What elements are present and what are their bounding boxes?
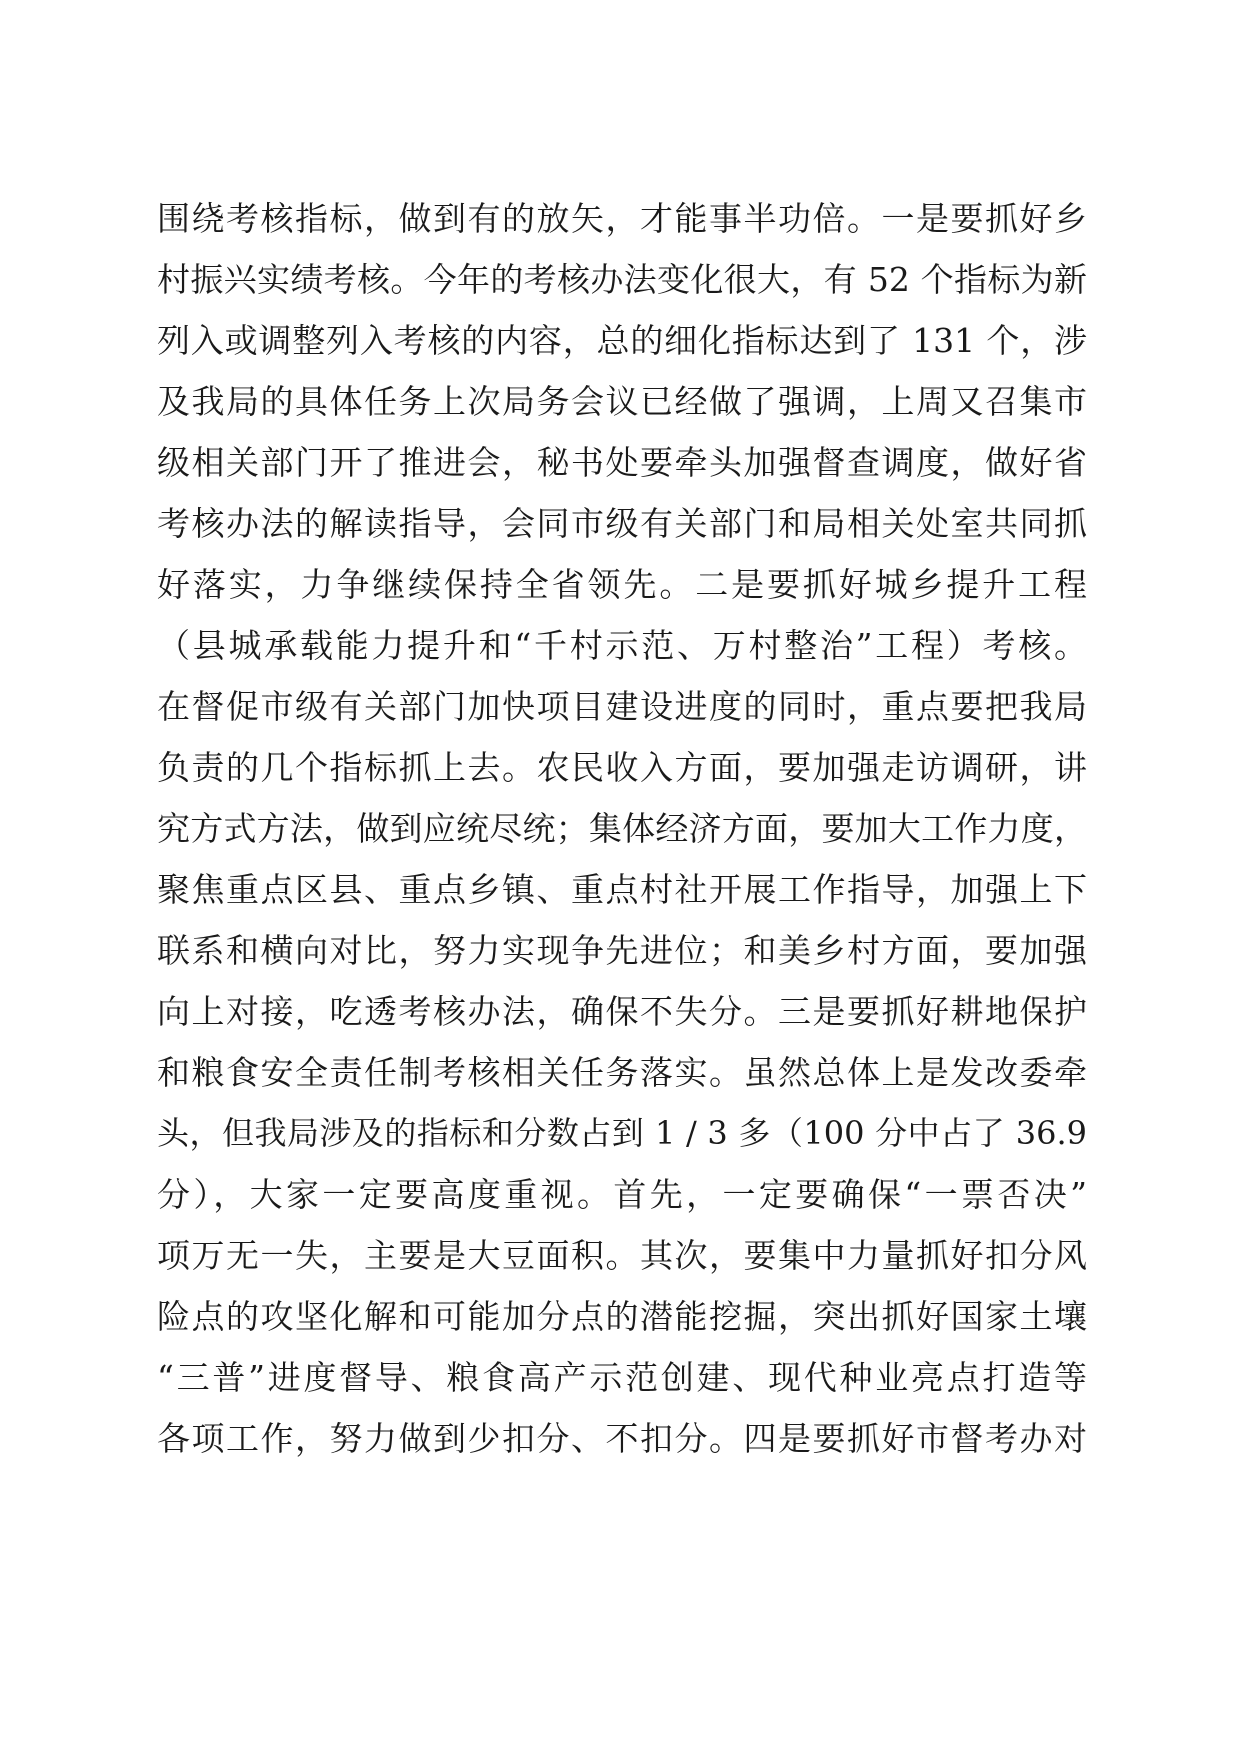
text-line-1: 围绕考核指标，做到有的放矢，才能事半功倍。一是要抓好乡 bbox=[157, 199, 1087, 238]
text-line-8: （县城承载能力提升和“千村示范、万村整治”工程）考核。 bbox=[157, 626, 1087, 665]
text-line-17: 分），大家一定要高度重视。首先，一定要确保“一票否决” bbox=[157, 1175, 1087, 1214]
text-line-4: 及我局的具体任务上次局务会议已经做了强调，上周又召集市 bbox=[157, 382, 1087, 421]
text-line-2: 村振兴实绩考核。今年的考核办法变化很大，有 52 个指标为新 bbox=[157, 260, 1087, 299]
text-line-9: 在督促市级有关部门加快项目建设进度的同时，重点要把我局 bbox=[157, 687, 1087, 726]
body-paragraph bbox=[157, 188, 1087, 1469]
text-line-11: 究方式方法，做到应统尽统；集体经济方面，要加大工作力度， bbox=[157, 809, 1087, 848]
text-line-13: 联系和横向对比，努力实现争先进位；和美乡村方面，要加强 bbox=[157, 931, 1087, 970]
text-line-15: 和粮食安全责任制考核相关任务落实。虽然总体上是发改委牵 bbox=[157, 1053, 1087, 1092]
text-line-18: 项万无一失，主要是大豆面积。其次，要集中力量抓好扣分风 bbox=[157, 1236, 1087, 1275]
text-line-10: 负责的几个指标抓上去。农民收入方面，要加强走访调研，讲 bbox=[157, 748, 1087, 787]
text-line-3: 列入或调整列入考核的内容，总的细化指标达到了 131 个，涉 bbox=[157, 321, 1087, 360]
text-line-6: 考核办法的解读指导，会同市级有关部门和局相关处室共同抓 bbox=[157, 504, 1087, 543]
text-line-5: 级相关部门开了推进会，秘书处要牵头加强督查调度，做好省 bbox=[157, 443, 1087, 482]
text-line-16: 头，但我局涉及的指标和分数占到 1 / 3 多（100 分中占了 36.9 bbox=[157, 1114, 1087, 1152]
text-line-20: “三普”进度督导、粮食高产示范创建、现代种业亮点打造等 bbox=[157, 1358, 1087, 1397]
text-line-19: 险点的攻坚化解和可能加分点的潜能挖掘，突出抓好国家土壤 bbox=[157, 1297, 1087, 1336]
text-line-14: 向上对接，吃透考核办法，确保不失分。三是要抓好耕地保护 bbox=[157, 992, 1087, 1031]
text-line-12: 聚焦重点区县、重点乡镇、重点村社开展工作指导，加强上下 bbox=[157, 870, 1087, 909]
text-line-7: 好落实，力争继续保持全省领先。二是要抓好城乡提升工程 bbox=[157, 565, 1087, 604]
text-line-21: 各项工作，努力做到少扣分、不扣分。四是要抓好市督考办对 bbox=[157, 1419, 1087, 1458]
